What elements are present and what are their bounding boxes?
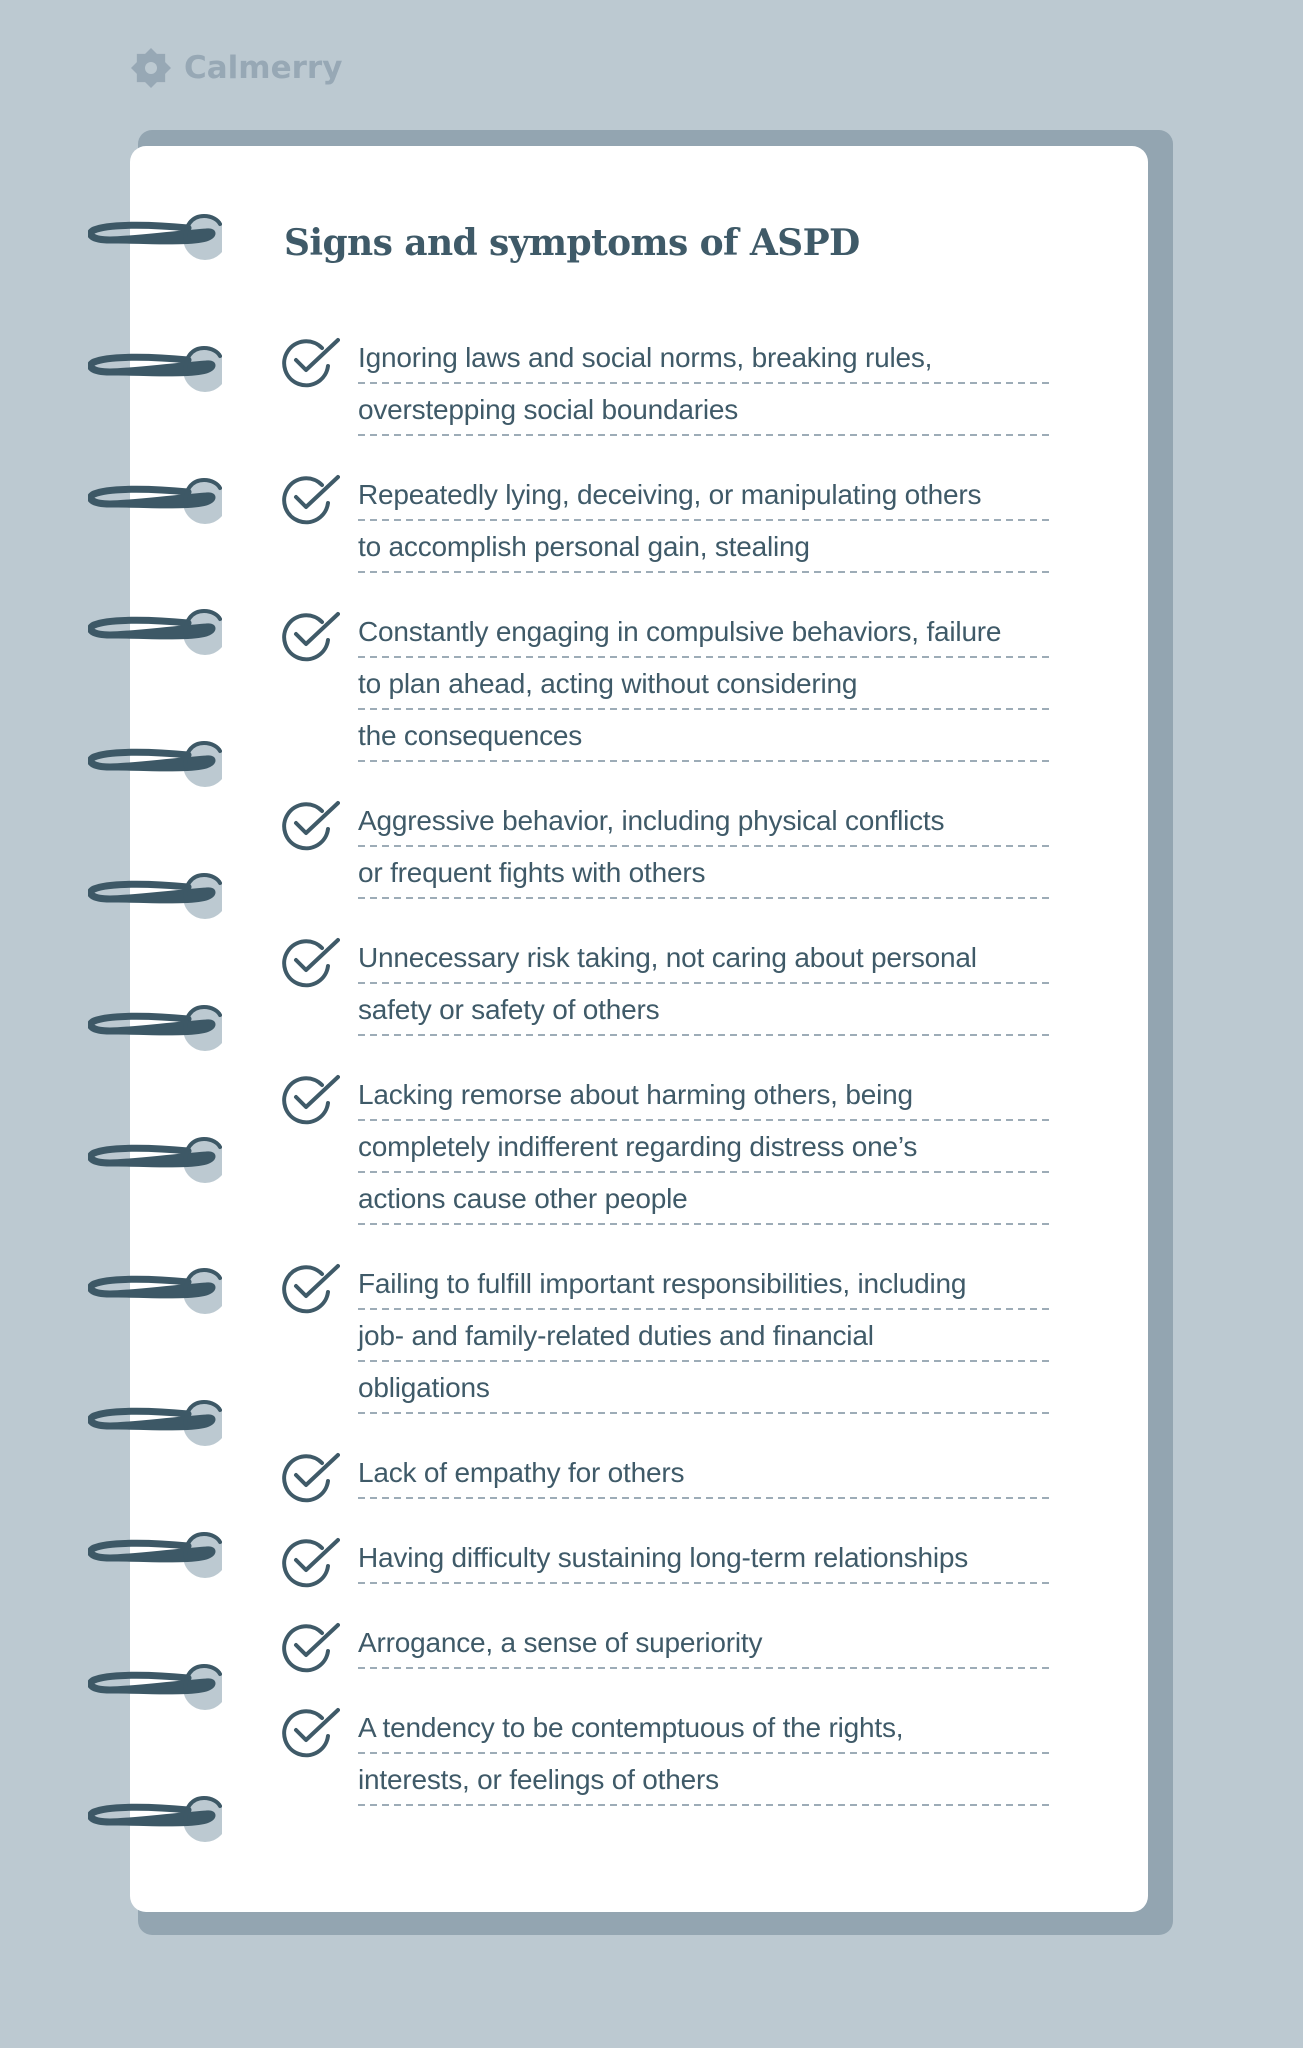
symptom-item (282, 469, 1052, 573)
check-circle-icon (282, 1262, 340, 1314)
symptom-item (282, 932, 1052, 1036)
symptom-text (358, 469, 1052, 573)
spiral-ring-icon (88, 737, 222, 791)
symptom-text (358, 1702, 1052, 1806)
symptom-text-line: actions cause other people (358, 1173, 1052, 1225)
check-circle-icon (282, 610, 340, 662)
symptom-item (282, 1258, 1052, 1414)
symptom-text-line: Repeatedly lying, deceiving, or manipulating others (358, 469, 1052, 521)
symptom-item (282, 1532, 1052, 1584)
symptom-text-line: to plan ahead, acting without considering (358, 658, 1052, 710)
spiral-ring-icon (88, 1660, 222, 1714)
symptom-text-line: Lack of empathy for others (358, 1447, 1052, 1499)
check-circle-icon (282, 1536, 340, 1588)
symptom-text (358, 1617, 1052, 1669)
symptom-text-line: to accomplish personal gain, stealing (358, 521, 1052, 573)
symptom-text-line: overstepping social boundaries (358, 384, 1052, 436)
flower-logo-icon (130, 47, 172, 89)
symptom-text (358, 1532, 1052, 1584)
spiral-ring-icon (88, 342, 222, 396)
symptom-item (282, 795, 1052, 899)
spiral-ring-icon (88, 1792, 222, 1846)
symptom-text-line: Unnecessary risk taking, not caring about personal (358, 932, 1052, 984)
symptom-text-line: the consequences (358, 710, 1052, 762)
check-circle-icon (282, 1621, 340, 1673)
brand-name: Calmerry (184, 50, 343, 86)
symptom-item (282, 332, 1052, 436)
symptom-item (282, 1447, 1052, 1499)
check-circle-icon (282, 1451, 340, 1503)
spiral-ring-icon (88, 210, 222, 264)
symptom-text-line: A tendency to be contemptuous of the rights, (358, 1702, 1052, 1754)
symptom-text-line: Having difficulty sustaining long-term relationships (358, 1532, 1052, 1584)
symptom-text-line: or frequent fights with others (358, 847, 1052, 899)
symptom-text-line: Constantly engaging in compulsive behaviors, failure (358, 606, 1052, 658)
symptom-item (282, 606, 1052, 762)
symptom-text (358, 332, 1052, 436)
spiral-ring-icon (88, 605, 222, 659)
symptom-item (282, 1069, 1052, 1225)
check-circle-icon (282, 936, 340, 988)
symptom-text-line: Aggressive behavior, including physical conflicts (358, 795, 1052, 847)
symptom-text-line: Arrogance, a sense of superiority (358, 1617, 1052, 1669)
page-title: Signs and symptoms of ASPD (284, 222, 860, 264)
symptom-text-line: completely indifferent regarding distress one’s (358, 1121, 1052, 1173)
symptom-text (358, 1069, 1052, 1225)
spiral-ring-icon (88, 1001, 222, 1055)
symptom-text (358, 606, 1052, 762)
symptom-text-line: interests, or feelings of others (358, 1754, 1052, 1806)
check-circle-icon (282, 336, 340, 388)
symptom-text-line: Failing to fulfill important responsibilities, including (358, 1258, 1052, 1310)
symptom-list (282, 332, 1052, 1839)
symptom-text-line: safety or safety of others (358, 984, 1052, 1036)
spiral-ring-icon (88, 1396, 222, 1450)
symptom-text-line: job- and family-related duties and financial (358, 1310, 1052, 1362)
symptom-text-line: Ignoring laws and social norms, breaking rules, (358, 332, 1052, 384)
spiral-ring-icon (88, 1528, 222, 1582)
symptom-text (358, 795, 1052, 899)
check-circle-icon (282, 1706, 340, 1758)
symptom-text (358, 932, 1052, 1036)
symptom-text-line: obligations (358, 1362, 1052, 1414)
symptom-item (282, 1617, 1052, 1669)
check-circle-icon (282, 473, 340, 525)
spiral-ring-icon (88, 474, 222, 528)
check-circle-icon (282, 1073, 340, 1125)
symptom-text (358, 1258, 1052, 1414)
symptom-text (358, 1447, 1052, 1499)
symptom-text-line: Lacking remorse about harming others, being (358, 1069, 1052, 1121)
spiral-ring-icon (88, 869, 222, 923)
brand-logo (130, 46, 342, 90)
symptom-item (282, 1702, 1052, 1806)
spiral-ring-icon (88, 1133, 222, 1187)
check-circle-icon (282, 799, 340, 851)
spiral-ring-icon (88, 1264, 222, 1318)
